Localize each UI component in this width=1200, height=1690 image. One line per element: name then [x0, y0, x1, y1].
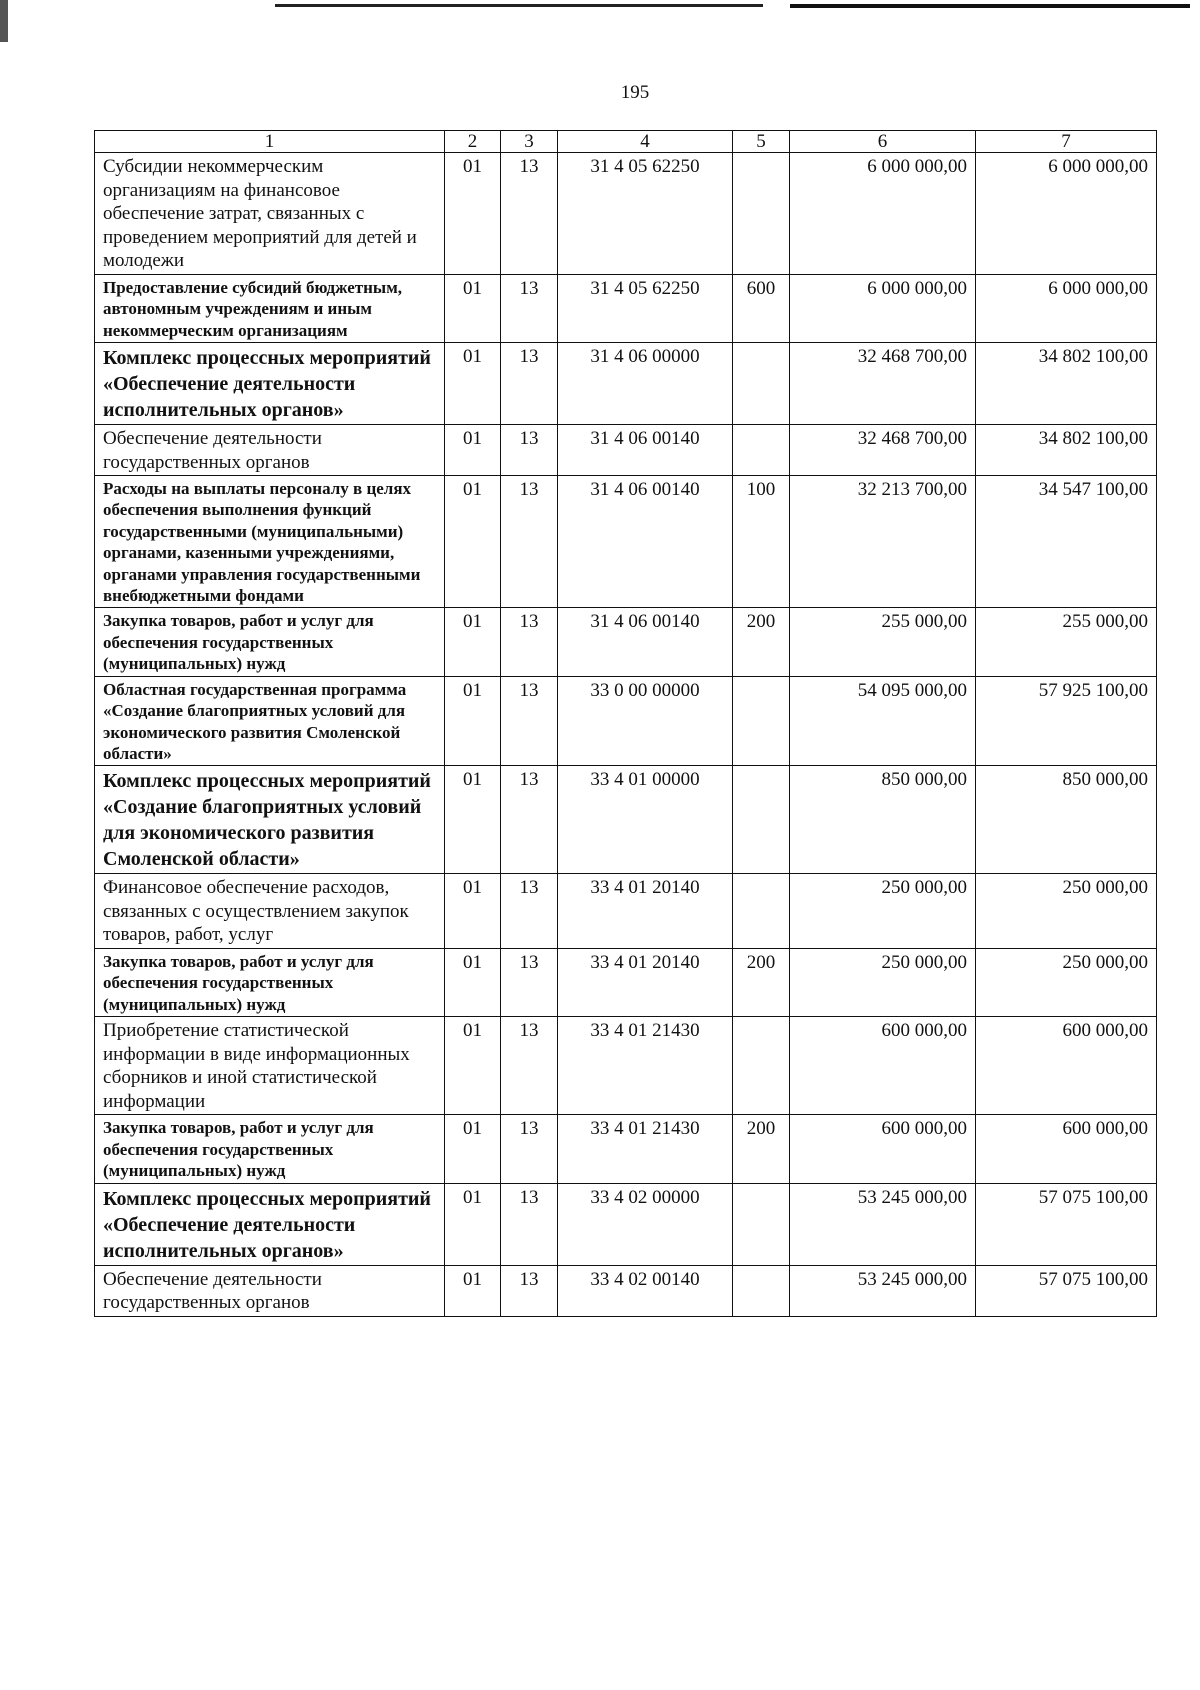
amount-year-1: 850 000,00 — [790, 766, 976, 874]
table-row — [95, 476, 1157, 608]
table-row — [95, 608, 1157, 676]
subsection-code: 13 — [501, 342, 558, 424]
table-row — [95, 424, 1157, 475]
expense-type-code — [733, 1183, 790, 1265]
amount-year-2: 600 000,00 — [976, 1017, 1157, 1115]
subsection-code: 13 — [501, 608, 558, 676]
amount-year-1: 255 000,00 — [790, 608, 976, 676]
expense-type-code — [733, 874, 790, 949]
expense-type-code — [733, 1265, 790, 1316]
amount-year-2: 57 075 100,00 — [976, 1265, 1157, 1316]
budget-item-name: Обеспечение деятельности государственных органов — [95, 424, 445, 475]
budget-item-name: Субсидии некоммерческим организациям на финансовое обеспечение затрат, связанных с проведением мероприятий для детей и молодежи — [95, 153, 445, 275]
amount-year-1: 32 468 700,00 — [790, 342, 976, 424]
table-row — [95, 153, 1157, 275]
amount-year-1: 250 000,00 — [790, 948, 976, 1016]
target-article-code: 33 4 01 21430 — [558, 1017, 733, 1115]
amount-year-1: 6 000 000,00 — [790, 274, 976, 342]
table-row — [95, 766, 1157, 874]
target-article-code: 31 4 05 62250 — [558, 153, 733, 275]
section-code: 01 — [445, 476, 501, 608]
table-row — [95, 274, 1157, 342]
subsection-code: 13 — [501, 766, 558, 874]
amount-year-2: 250 000,00 — [976, 874, 1157, 949]
subsection-code: 13 — [501, 1115, 558, 1183]
amount-year-2: 250 000,00 — [976, 948, 1157, 1016]
column-header: 4 — [558, 131, 733, 153]
column-header: 6 — [790, 131, 976, 153]
table-row — [95, 948, 1157, 1016]
amount-year-1: 600 000,00 — [790, 1115, 976, 1183]
expense-type-code — [733, 153, 790, 275]
budget-table — [94, 130, 1157, 1317]
scan-edge-mark — [0, 0, 8, 42]
amount-year-2: 6 000 000,00 — [976, 153, 1157, 275]
column-header: 7 — [976, 131, 1157, 153]
budget-item-name: Расходы на выплаты персоналу в целях обеспечения выполнения функций государственными (муниципальными) органами, казенными учреждениями, органами управления государственными внебюджетными фондами — [95, 476, 445, 608]
expense-type-code: 200 — [733, 948, 790, 1016]
budget-item-name: Приобретение статистической информации в виде информационных сборников и иной статистической информации — [95, 1017, 445, 1115]
budget-item-name: Комплекс процессных мероприятий «Обеспечение деятельности исполнительных органов» — [95, 342, 445, 424]
column-header: 1 — [95, 131, 445, 153]
section-code: 01 — [445, 948, 501, 1016]
section-code: 01 — [445, 676, 501, 766]
subsection-code: 13 — [501, 153, 558, 275]
expense-type-code: 100 — [733, 476, 790, 608]
amount-year-2: 57 075 100,00 — [976, 1183, 1157, 1265]
expense-type-code — [733, 424, 790, 475]
amount-year-2: 600 000,00 — [976, 1115, 1157, 1183]
target-article-code: 33 4 01 00000 — [558, 766, 733, 874]
target-article-code: 33 4 01 20140 — [558, 948, 733, 1016]
target-article-code: 33 4 02 00000 — [558, 1183, 733, 1265]
table-row — [95, 676, 1157, 766]
subsection-code: 13 — [501, 1265, 558, 1316]
subsection-code: 13 — [501, 874, 558, 949]
budget-item-name: Областная государственная программа «Создание благоприятных условий для экономического развития Смоленской области» — [95, 676, 445, 766]
budget-item-name: Закупка товаров, работ и услуг для обеспечения государственных (муниципальных) нужд — [95, 608, 445, 676]
header-row — [95, 131, 1157, 153]
amount-year-2: 34 802 100,00 — [976, 342, 1157, 424]
section-code: 01 — [445, 766, 501, 874]
table-row — [95, 1265, 1157, 1316]
table-row — [95, 1183, 1157, 1265]
expense-type-code — [733, 766, 790, 874]
amount-year-1: 32 213 700,00 — [790, 476, 976, 608]
section-code: 01 — [445, 274, 501, 342]
target-article-code: 31 4 05 62250 — [558, 274, 733, 342]
expense-type-code: 600 — [733, 274, 790, 342]
section-code: 01 — [445, 342, 501, 424]
page-number: 195 — [620, 82, 650, 103]
target-article-code: 31 4 06 00140 — [558, 608, 733, 676]
amount-year-1: 32 468 700,00 — [790, 424, 976, 475]
target-article-code: 33 0 00 00000 — [558, 676, 733, 766]
expense-type-code: 200 — [733, 1115, 790, 1183]
budget-item-name: Закупка товаров, работ и услуг для обеспечения государственных (муниципальных) нужд — [95, 1115, 445, 1183]
table-row — [95, 1115, 1157, 1183]
target-article-code: 31 4 06 00140 — [558, 424, 733, 475]
subsection-code: 13 — [501, 424, 558, 475]
subsection-code: 13 — [501, 948, 558, 1016]
amount-year-2: 850 000,00 — [976, 766, 1157, 874]
section-code: 01 — [445, 1183, 501, 1265]
column-header: 2 — [445, 131, 501, 153]
budget-item-name: Обеспечение деятельности государственных органов — [95, 1265, 445, 1316]
subsection-code: 13 — [501, 1017, 558, 1115]
section-code: 01 — [445, 1265, 501, 1316]
amount-year-2: 34 802 100,00 — [976, 424, 1157, 475]
top-rule-left — [275, 4, 763, 7]
amount-year-1: 250 000,00 — [790, 874, 976, 949]
table-row — [95, 1017, 1157, 1115]
table-row — [95, 342, 1157, 424]
expense-type-code — [733, 1017, 790, 1115]
amount-year-1: 600 000,00 — [790, 1017, 976, 1115]
amount-year-1: 54 095 000,00 — [790, 676, 976, 766]
section-code: 01 — [445, 1017, 501, 1115]
section-code: 01 — [445, 153, 501, 275]
target-article-code: 31 4 06 00140 — [558, 476, 733, 608]
budget-item-name: Предоставление субсидий бюджетным, автономным учреждениям и иным некоммерческим организациям — [95, 274, 445, 342]
subsection-code: 13 — [501, 676, 558, 766]
amount-year-1: 6 000 000,00 — [790, 153, 976, 275]
section-code: 01 — [445, 874, 501, 949]
target-article-code: 33 4 02 00140 — [558, 1265, 733, 1316]
column-header: 3 — [501, 131, 558, 153]
amount-year-1: 53 245 000,00 — [790, 1183, 976, 1265]
expense-type-code — [733, 676, 790, 766]
amount-year-1: 53 245 000,00 — [790, 1265, 976, 1316]
amount-year-2: 6 000 000,00 — [976, 274, 1157, 342]
budget-item-name: Финансовое обеспечение расходов, связанных с осуществлением закупок товаров, работ, услуг — [95, 874, 445, 949]
budget-item-name: Закупка товаров, работ и услуг для обеспечения государственных (муниципальных) нужд — [95, 948, 445, 1016]
budget-item-name: Комплекс процессных мероприятий «Обеспечение деятельности исполнительных органов» — [95, 1183, 445, 1265]
amount-year-2: 34 547 100,00 — [976, 476, 1157, 608]
target-article-code: 33 4 01 21430 — [558, 1115, 733, 1183]
target-article-code: 31 4 06 00000 — [558, 342, 733, 424]
expense-type-code: 200 — [733, 608, 790, 676]
amount-year-2: 57 925 100,00 — [976, 676, 1157, 766]
column-header: 5 — [733, 131, 790, 153]
top-rule-right — [790, 4, 1190, 8]
subsection-code: 13 — [501, 1183, 558, 1265]
section-code: 01 — [445, 608, 501, 676]
table-row — [95, 874, 1157, 949]
section-code: 01 — [445, 1115, 501, 1183]
amount-year-2: 255 000,00 — [976, 608, 1157, 676]
expense-type-code — [733, 342, 790, 424]
subsection-code: 13 — [501, 476, 558, 608]
target-article-code: 33 4 01 20140 — [558, 874, 733, 949]
budget-item-name: Комплекс процессных мероприятий «Создание благоприятных условий для экономического развития Смоленской области» — [95, 766, 445, 874]
section-code: 01 — [445, 424, 501, 475]
subsection-code: 13 — [501, 274, 558, 342]
budget-table-body — [95, 153, 1157, 1317]
